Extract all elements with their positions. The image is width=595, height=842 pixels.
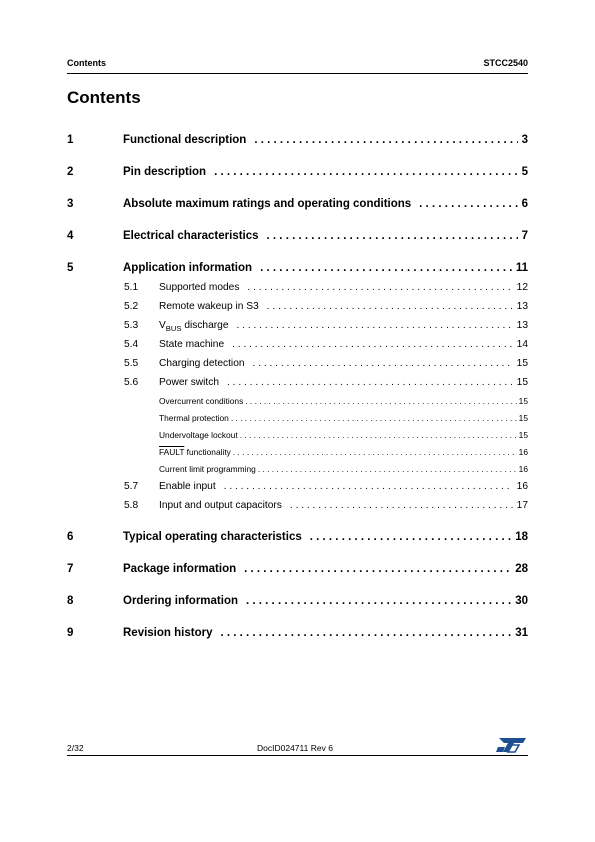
- toc-title: Absolute maximum ratings and operating conditions: [123, 198, 412, 210]
- toc-leader-dots: [267, 230, 518, 242]
- toc-leader-dots: [214, 166, 518, 178]
- toc-entry-5-4[interactable]: [124, 339, 528, 350]
- toc-page-number: 12: [516, 282, 528, 293]
- toc-page-number: 16: [518, 464, 528, 474]
- toc-number: 9: [67, 627, 74, 639]
- toc-title: Remote wakeup in S3: [159, 301, 259, 312]
- toc-page-number: 15: [518, 413, 528, 423]
- toc-number: 5.2: [124, 301, 139, 312]
- toc-leader-dots: [233, 447, 517, 457]
- toc-number: 5.7: [124, 481, 139, 492]
- toc-number: 5.5: [124, 358, 139, 369]
- toc-title: Supported modes: [159, 282, 240, 293]
- toc-leader-dots: [267, 301, 513, 312]
- toc-title: [159, 320, 229, 333]
- toc-entry-5-3[interactable]: [124, 320, 528, 333]
- toc-title-main: V: [159, 320, 166, 331]
- toc-leader-dots: [244, 563, 511, 575]
- toc-title-rest: functionality: [184, 447, 231, 457]
- toc-title: Thermal protection: [159, 413, 229, 423]
- toc-entry-5-1[interactable]: [124, 282, 528, 293]
- toc-number: 5: [67, 262, 74, 274]
- toc-page-number: 15: [516, 377, 528, 388]
- toc-page-number: 5: [521, 166, 528, 178]
- toc-entry-thermal[interactable]: [159, 413, 528, 423]
- toc-title: Ordering information: [123, 595, 238, 607]
- toc-page-number: 15: [516, 358, 528, 369]
- toc-number: 1: [67, 134, 74, 146]
- toc-number: 5.6: [124, 377, 139, 388]
- running-header-product: STCC2540: [483, 58, 528, 68]
- toc-entry-overcurrent[interactable]: [159, 396, 528, 406]
- toc-entry-3[interactable]: [67, 198, 528, 210]
- toc-page-number: 3: [521, 134, 528, 146]
- toc-number: 8: [67, 595, 74, 607]
- footer-doc-id: DocID024711 Rev 6: [257, 743, 333, 753]
- toc-page-number: 28: [515, 563, 528, 575]
- toc-entry-5-5[interactable]: [124, 358, 528, 369]
- toc-entry-5-2[interactable]: [124, 301, 528, 312]
- toc-number: 5.4: [124, 339, 139, 350]
- toc-page-number: 15: [518, 396, 528, 406]
- toc-page-number: 13: [516, 320, 528, 331]
- toc-title: Enable input: [159, 481, 216, 492]
- toc-page-number: 17: [516, 500, 528, 511]
- footer-rule: [67, 755, 528, 756]
- toc-title: Power switch: [159, 377, 220, 388]
- toc-page-number: 18: [515, 531, 528, 543]
- toc-page-number: 30: [515, 595, 528, 607]
- running-header-section: Contents: [67, 58, 106, 68]
- toc-title: Pin description: [123, 166, 207, 178]
- toc-entry-5-6[interactable]: [124, 377, 528, 388]
- toc-entry-undervoltage[interactable]: [159, 430, 528, 440]
- toc-number: 2: [67, 166, 74, 178]
- toc-number: 5.1: [124, 282, 139, 293]
- toc-page-number: 13: [516, 301, 528, 312]
- toc-title: Application information: [123, 262, 253, 274]
- header-rule: [67, 73, 528, 74]
- toc-entry-7[interactable]: [67, 563, 528, 575]
- toc-leader-dots: [419, 198, 517, 210]
- toc-title: [159, 447, 231, 457]
- toc-number: 5.3: [124, 320, 139, 331]
- toc-number: 5.8: [124, 500, 139, 511]
- toc-entry-5-8[interactable]: [124, 500, 528, 511]
- toc-page-number: 7: [521, 230, 528, 242]
- footer-page-number: 2/32: [67, 743, 84, 753]
- st-logo-icon: [495, 737, 527, 753]
- toc-leader-dots: [245, 396, 516, 406]
- toc-entry-1[interactable]: [67, 134, 528, 146]
- toc-title-subscript: BUS: [165, 324, 182, 333]
- toc-number: 3: [67, 198, 74, 210]
- toc-page-number: 15: [518, 430, 528, 440]
- toc-title-rest: discharge: [181, 320, 229, 331]
- toc-entry-9[interactable]: [67, 627, 528, 639]
- toc-leader-dots: [246, 595, 511, 607]
- page-title: Contents: [67, 88, 141, 107]
- toc-page-number: 14: [516, 339, 528, 350]
- toc-entry-fault[interactable]: [159, 447, 528, 457]
- toc-leader-dots: [237, 320, 513, 331]
- toc-leader-dots: [258, 464, 517, 474]
- toc-title: Typical operating characteristics: [123, 531, 302, 543]
- toc-page-number: 16: [518, 447, 528, 457]
- toc-entry-8[interactable]: [67, 595, 528, 607]
- toc-title: Charging detection: [159, 358, 245, 369]
- toc-leader-dots: [240, 430, 517, 440]
- toc-entry-5[interactable]: [67, 262, 528, 274]
- toc-title: Electrical characteristics: [123, 230, 259, 242]
- toc-leader-dots: [227, 377, 513, 388]
- toc-title: State machine: [159, 339, 225, 350]
- toc-page-number: 6: [521, 198, 528, 210]
- toc-title: Functional description: [123, 134, 247, 146]
- toc-title: Current limit programming: [159, 464, 256, 474]
- toc-leader-dots: [260, 262, 512, 274]
- toc-number: 6: [67, 531, 74, 543]
- toc-number: 7: [67, 563, 74, 575]
- toc-leader-dots: [290, 500, 513, 511]
- toc-title: Package information: [123, 563, 237, 575]
- toc-leader-dots: [253, 358, 513, 369]
- toc-title-overlined: FAULT: [159, 447, 185, 457]
- toc-leader-dots: [254, 134, 517, 146]
- toc-title: Revision history: [123, 627, 213, 639]
- toc-leader-dots: [224, 481, 513, 492]
- toc-leader-dots: [247, 282, 512, 293]
- toc-entry-6[interactable]: [67, 531, 528, 543]
- toc-number: 4: [67, 230, 74, 242]
- toc-entry-2[interactable]: [67, 166, 528, 178]
- toc-title: Undervoltage lockout: [159, 430, 238, 440]
- toc-page-number: 31: [515, 627, 528, 639]
- toc-leader-dots: [232, 339, 513, 350]
- toc-page-number: 16: [516, 481, 528, 492]
- toc-leader-dots: [220, 627, 511, 639]
- toc-entry-5-7[interactable]: [124, 481, 528, 492]
- toc-entry-current-limit[interactable]: [159, 464, 528, 474]
- toc-page-number: 11: [515, 262, 528, 274]
- toc-title: Input and output capacitors: [159, 500, 282, 511]
- toc-title: Overcurrent conditions: [159, 396, 244, 406]
- toc-leader-dots: [231, 413, 517, 423]
- toc-entry-4[interactable]: [67, 230, 528, 242]
- toc-leader-dots: [310, 531, 511, 543]
